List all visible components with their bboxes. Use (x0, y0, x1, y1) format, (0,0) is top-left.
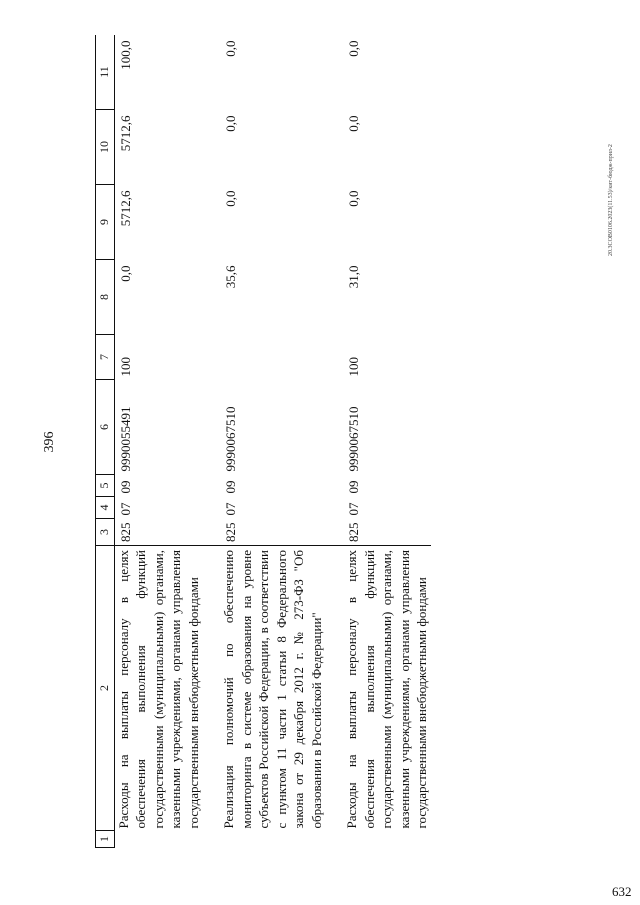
header-cell: 10 (96, 110, 115, 185)
cell-amount-9: 5712,6 (117, 190, 133, 227)
cell-amount-10: 0,0 (346, 115, 361, 132)
budget-table-wrapper (95, 35, 605, 848)
cell-target-article: 9990067510 (346, 406, 361, 472)
row-description: Расходы на выплаты персоналу в целях обеспечения выполнения функций государственными (муниципальными) органами, казенными учреждениями, органами управления государственными внебюджетными фондами (114, 546, 202, 831)
cell-subsection: 09 (223, 480, 238, 494)
cell-target-article: 9990067510 (223, 406, 238, 472)
cell-amount-11: 0,0 (223, 40, 238, 57)
header-cell: 1 (96, 831, 115, 848)
cell-section: 07 (117, 502, 133, 516)
row-number-cell (220, 831, 325, 848)
cell-ministry-code: 825 (223, 522, 238, 542)
cell-amount-9: 0,0 (223, 190, 238, 207)
row-number-cell (114, 831, 202, 848)
cell-amount-10: 0,0 (223, 115, 238, 132)
cell-section: 07 (346, 502, 361, 516)
cell-amount-11: 100,0 (117, 40, 133, 70)
row-spacer (202, 35, 220, 848)
cell-amount-10: 5712,6 (117, 115, 133, 152)
cell-amount-9: 0,0 (346, 190, 361, 207)
cell-expense-type (220, 335, 325, 380)
header-cell: 5 (96, 475, 115, 497)
header-cell: 7 (96, 335, 115, 380)
table-row (343, 35, 431, 848)
budget-table (95, 35, 431, 848)
cell-section: 07 (223, 502, 238, 516)
row-spacer (325, 35, 343, 848)
cell-amount-11: 0,0 (346, 40, 361, 57)
cell-target-article: 9990055491 (117, 406, 133, 472)
cell-expense-type: 100 (117, 357, 133, 377)
row-number-cell (343, 831, 431, 848)
header-cell: 8 (96, 260, 115, 335)
page-number-bottom: 632 (612, 884, 632, 899)
header-cell: 11 (96, 35, 115, 110)
cell-amount-8: 35,6 (223, 265, 238, 289)
cell-amount-8: 0,0 (117, 265, 133, 282)
cell-ministry-code: 825 (117, 522, 133, 542)
header-row (96, 35, 115, 848)
table-row (114, 35, 202, 848)
rotated-table-area (95, 35, 605, 848)
header-cell: 2 (96, 546, 115, 831)
cell-expense-type: 100 (346, 357, 361, 377)
cell-subsection: 09 (346, 480, 361, 494)
page-number-top: 396 (42, 431, 57, 453)
cell-subsection: 09 (117, 480, 133, 494)
header-cell: 9 (96, 185, 115, 260)
cell-amount-8: 31,0 (346, 265, 361, 289)
header-cell: 4 (96, 497, 115, 519)
header-cell: 3 (96, 519, 115, 546)
header-cell: 6 (96, 380, 115, 475)
document-stamp: 20.3СОВ0106.2023(11.53)/кит-бюдж-прил-2 (608, 144, 614, 256)
table-row (220, 35, 325, 848)
row-description: Расходы на выплаты персоналу в целях обеспечения выполнения функций государственными (муниципальными) органами, казенными учреждениями, органами управления государственными внебюджетными фондами (343, 546, 431, 831)
row-description: Реализация полномочий по обеспечению мониторинга в системе образования на уровне субъектов Российской Федерации, в соответствии с пунктом 11 части 1 статьи 8 Федерального закона от 29 декабря 2012 г. № 273-ФЗ "Об образовании в Российской Федерации" (220, 546, 325, 831)
cell-ministry-code: 825 (346, 522, 361, 542)
